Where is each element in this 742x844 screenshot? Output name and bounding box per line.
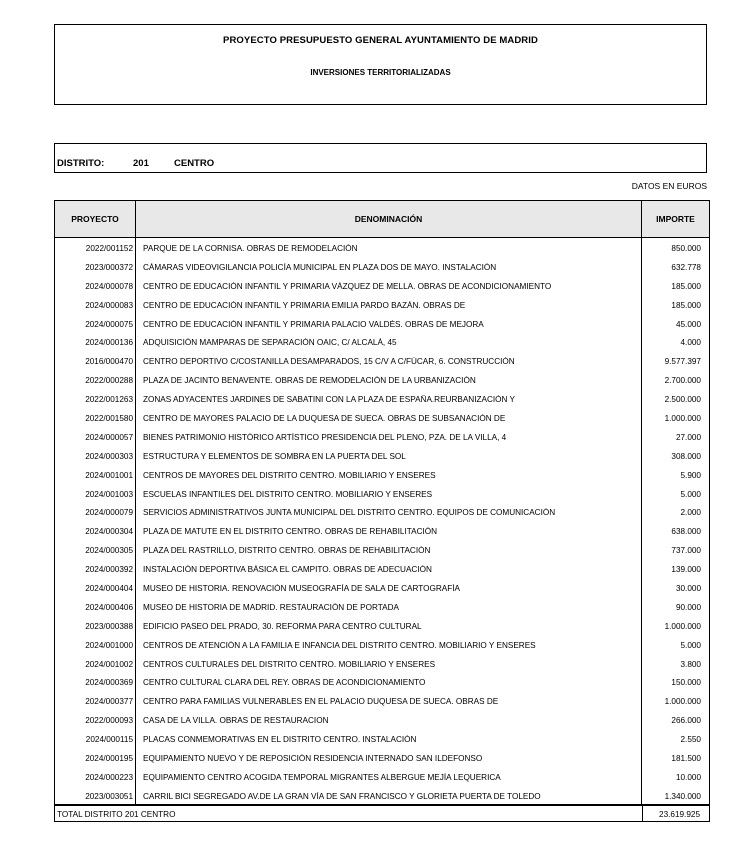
report-header — [54, 24, 707, 105]
cell-denominacion: EQUIPAMIENTO NUEVO Y DE REPOSICIÓN RESIDENCIA INTERNADO SAN ILDEFONSO — [143, 754, 483, 764]
cell-importe: 632.778 — [671, 262, 701, 272]
cell-importe: 27.000 — [675, 432, 701, 442]
total-row — [54, 805, 710, 822]
table-row — [54, 656, 710, 675]
column-header-proyecto: PROYECTO — [54, 200, 136, 238]
cell-proyecto: 2024/001002 — [85, 659, 133, 669]
cell-denominacion: CENTRO DEPORTIVO C/COSTANILLA DESAMPARADOS, 15 C/V A C/FÚCAR, 6. CONSTRUCCIÓN — [143, 357, 515, 367]
table-row — [54, 391, 710, 410]
cell-importe: 90.000 — [675, 602, 701, 612]
table-row — [54, 316, 710, 335]
cell-proyecto: 2024/000406 — [85, 602, 133, 612]
cell-proyecto: 2024/000304 — [85, 527, 133, 537]
cell-importe: 1.340.000 — [664, 791, 701, 801]
cell-denominacion: ESCUELAS INFANTILES DEL DISTRITO CENTRO. MOBILIARIO Y ENSERES — [143, 489, 433, 499]
cell-importe: 4.000 — [680, 338, 701, 348]
cell-proyecto: 2024/000303 — [85, 451, 133, 461]
cell-importe: 10.000 — [675, 772, 701, 782]
cell-proyecto: 2023/000372 — [85, 262, 133, 272]
cell-importe: 737.000 — [671, 546, 701, 556]
table-row — [54, 712, 710, 731]
cell-denominacion: CENTRO DE EDUCACIÓN INFANTIL Y PRIMARIA PALACIO VALDÉS. OBRAS DE MEJORA — [143, 319, 484, 329]
cell-denominacion: ZONAS ADYACENTES JARDINES DE SABATINI CON LA PLAZA DE ESPAÑA.REURBANIZACIÓN Y — [143, 395, 516, 405]
table-row — [54, 504, 710, 523]
table-row — [54, 259, 710, 278]
cell-denominacion: CASA DE LA VILLA. OBRAS DE RESTAURACION — [143, 716, 329, 726]
cell-proyecto: 2024/000404 — [85, 584, 133, 594]
cell-importe: 45.000 — [675, 319, 701, 329]
cell-importe: 2.000 — [680, 508, 701, 518]
district-box — [54, 143, 707, 173]
table-row — [54, 561, 710, 580]
cell-importe: 850.000 — [671, 244, 701, 253]
cell-proyecto: 2024/000136 — [85, 338, 133, 348]
cell-denominacion: EQUIPAMIENTO CENTRO ACOGIDA TEMPORAL MIGRANTES ALBERGUE MEJÍA LEQUERICA — [143, 772, 501, 782]
cell-importe: 139.000 — [671, 565, 701, 575]
cell-denominacion: PLACAS CONMEMORATIVAS EN EL DISTRITO CENTRO. INSTALACIÓN — [143, 735, 417, 745]
cell-proyecto: 2024/000195 — [85, 754, 133, 764]
report-subtitle: INVERSIONES TERRITORIALIZADAS — [310, 68, 451, 77]
table-row — [54, 599, 710, 618]
table-row — [54, 637, 710, 656]
cell-importe: 3.800 — [680, 659, 701, 669]
cell-proyecto: 2024/000078 — [85, 281, 133, 291]
cell-proyecto: 2024/000115 — [85, 735, 133, 745]
table-row — [54, 240, 710, 259]
cell-proyecto: 2024/001000 — [85, 640, 133, 650]
cell-importe: 1.000.000 — [664, 621, 701, 631]
cell-denominacion: CENTROS DE ATENCIÓN A LA FAMILIA E INFANCIA DEL DISTRITO CENTRO. MOBILIARIO Y ENSERES — [143, 640, 536, 650]
table-row — [54, 297, 710, 316]
total-value: 23.619.925 — [659, 810, 700, 819]
cell-importe: 1.000.000 — [664, 414, 701, 424]
cell-denominacion: MUSEO DE HISTORIA DE MADRID. RESTAURACIÓN DE PORTADA — [143, 602, 399, 612]
cell-proyecto: 2023/000388 — [85, 621, 133, 631]
table-row — [54, 523, 710, 542]
cell-importe: 266.000 — [671, 716, 701, 726]
cell-proyecto: 2024/000083 — [85, 300, 133, 310]
cell-proyecto: 2024/000057 — [85, 432, 133, 442]
column-header-denominacion: DENOMINACIÓN — [135, 200, 642, 238]
cell-denominacion: EDIFICIO PASEO DEL PRADO, 30. REFORMA PARA CENTRO CULTURAL — [143, 621, 422, 631]
cell-denominacion: CENTROS CULTURALES DEL DISTRITO CENTRO. MOBILIARIO Y ENSERES — [143, 659, 436, 669]
cell-importe: 181.500 — [671, 754, 701, 764]
table-row — [54, 674, 710, 693]
cell-proyecto: 2022/001263 — [85, 395, 133, 405]
table-row — [54, 542, 710, 561]
cell-denominacion: CENTRO PARA FAMILIAS VULNERABLES EN EL PALACIO DUQUESA DE SUECA. OBRAS DE — [143, 697, 499, 707]
cell-proyecto: 2024/000392 — [85, 565, 133, 575]
cell-denominacion: SERVICIOS ADMINISTRATIVOS JUNTA MUNICIPAL DEL DISTRITO CENTRO. EQUIPOS DE COMUNICACIÓN — [143, 508, 556, 518]
table-row — [54, 372, 710, 391]
cell-denominacion: CÁMARAS VIDEOVIGILANCIA POLICÍA MUNICIPAL EN PLAZA DOS DE MAYO. INSTALACIÓN — [143, 262, 497, 272]
cell-denominacion: BIENES PATRIMONIO HISTÓRICO ARTÍSTICO PRESIDENCIA DEL PLENO, PZA. DE LA VILLA, 4 — [143, 432, 507, 442]
cell-proyecto: 2024/000223 — [85, 772, 133, 782]
cell-importe: 150.000 — [671, 678, 701, 688]
cell-denominacion: ADQUISICIÓN MAMPARAS DE SEPARACIÓN OAIC, C/ ALCALÁ, 45 — [143, 338, 397, 348]
cell-proyecto: 2024/000377 — [85, 697, 133, 707]
district-code: 201 — [133, 158, 149, 169]
cell-proyecto: 2023/003051 — [85, 791, 133, 801]
cell-proyecto: 2022/001580 — [85, 414, 133, 424]
cell-denominacion: CENTROS DE MAYORES DEL DISTRITO CENTRO. MOBILIARIO Y ENSERES — [143, 470, 436, 480]
cell-importe: 30.000 — [675, 584, 701, 594]
cell-denominacion: CENTRO DE EDUCACIÓN INFANTIL Y PRIMARIA VÁZQUEZ DE MELLA. OBRAS DE ACONDICIONAMIENTO — [143, 281, 552, 291]
table-row — [54, 448, 710, 467]
table-row — [54, 334, 710, 353]
cell-proyecto: 2022/001152 — [85, 244, 133, 253]
cell-proyecto: 2022/000288 — [85, 376, 133, 386]
cell-denominacion: CENTRO DE MAYORES PALACIO DE LA DUQUESA DE SUECA. OBRAS DE SUBSANACIÓN DE — [143, 414, 506, 424]
units-note: DATOS EN EUROS — [631, 181, 707, 191]
cell-proyecto: 2016/000470 — [85, 357, 133, 367]
table-row — [54, 580, 710, 599]
cell-proyecto: 2024/001001 — [85, 470, 133, 480]
table-row — [54, 618, 710, 637]
table-row — [54, 467, 710, 486]
cell-importe: 9.577.397 — [664, 357, 701, 367]
table-row — [54, 429, 710, 448]
table-row — [54, 788, 710, 807]
total-separator — [642, 805, 643, 822]
cell-proyecto: 2024/000305 — [85, 546, 133, 556]
table-row — [54, 769, 710, 788]
cell-importe: 2.700.000 — [664, 376, 701, 386]
cell-importe: 185.000 — [671, 300, 701, 310]
cell-importe: 5.000 — [680, 489, 701, 499]
cell-proyecto: 2022/000093 — [85, 716, 133, 726]
cell-importe: 185.000 — [671, 281, 701, 291]
cell-denominacion: PARQUE DE LA CORNISA. OBRAS DE REMODELACIÓN — [143, 244, 358, 253]
cell-importe: 638.000 — [671, 527, 701, 537]
cell-denominacion: ESTRUCTURA Y ELEMENTOS DE SOMBRA EN LA PUERTA DEL SOL — [143, 451, 406, 461]
table-row — [54, 410, 710, 429]
cell-importe: 5.900 — [680, 470, 701, 480]
cell-importe: 2.550 — [680, 735, 701, 745]
cell-importe: 1.000.000 — [664, 697, 701, 707]
table-row — [54, 731, 710, 750]
cell-denominacion: PLAZA DEL RASTRILLO, DISTRITO CENTRO. OBRAS DE REHABILITACIÓN — [143, 546, 431, 556]
cell-importe: 5.000 — [680, 640, 701, 650]
district-label: DISTRITO: — [57, 158, 105, 169]
total-label: TOTAL DISTRITO 201 CENTRO — [57, 810, 176, 819]
table-body — [54, 240, 710, 807]
cell-denominacion: PLAZA DE JACINTO BENAVENTE. OBRAS DE REMODELACIÓN DE LA URBANIZACIÓN — [143, 376, 476, 386]
cell-proyecto: 2024/001003 — [85, 489, 133, 499]
table-row — [54, 750, 710, 769]
cell-proyecto: 2024/000079 — [85, 508, 133, 518]
district-name: CENTRO — [174, 158, 215, 169]
cell-denominacion: CARRIL BICI SEGREGADO AV.DE LA GRAN VÍA DE SAN FRANCISCO Y GLORIETA PUERTA DE TOLEDO — [143, 791, 541, 801]
cell-proyecto: 2024/000369 — [85, 678, 133, 688]
table-row — [54, 693, 710, 712]
cell-denominacion: MUSEO DE HISTORIA. RENOVACIÓN MUSEOGRAFÍA DE SALA DE CARTOGRAFÍA — [143, 584, 460, 594]
cell-importe: 308.000 — [671, 451, 701, 461]
cell-importe: 2.500.000 — [664, 395, 701, 405]
table-row — [54, 353, 710, 372]
report-title: PROYECTO PRESUPUESTO GENERAL AYUNTAMIENTO DE MADRID — [223, 35, 538, 46]
cell-proyecto: 2024/000075 — [85, 319, 133, 329]
table-row — [54, 486, 710, 505]
cell-denominacion: CENTRO DE EDUCACIÓN INFANTIL Y PRIMARIA EMILIA PARDO BAZÁN. OBRAS DE — [143, 300, 466, 310]
cell-denominacion: CENTRO CULTURAL CLARA DEL REY. OBRAS DE ACONDICIONAMIENTO — [143, 678, 426, 688]
column-header-importe: IMPORTE — [641, 200, 710, 238]
cell-denominacion: PLAZA DE MATUTE EN EL DISTRITO CENTRO. OBRAS DE REHABILITACIÓN — [143, 527, 438, 537]
table-row — [54, 278, 710, 297]
cell-denominacion: INSTALACIÓN DEPORTIVA BÁSICA EL CAMPITO. OBRAS DE ADECUACIÓN — [143, 565, 432, 575]
